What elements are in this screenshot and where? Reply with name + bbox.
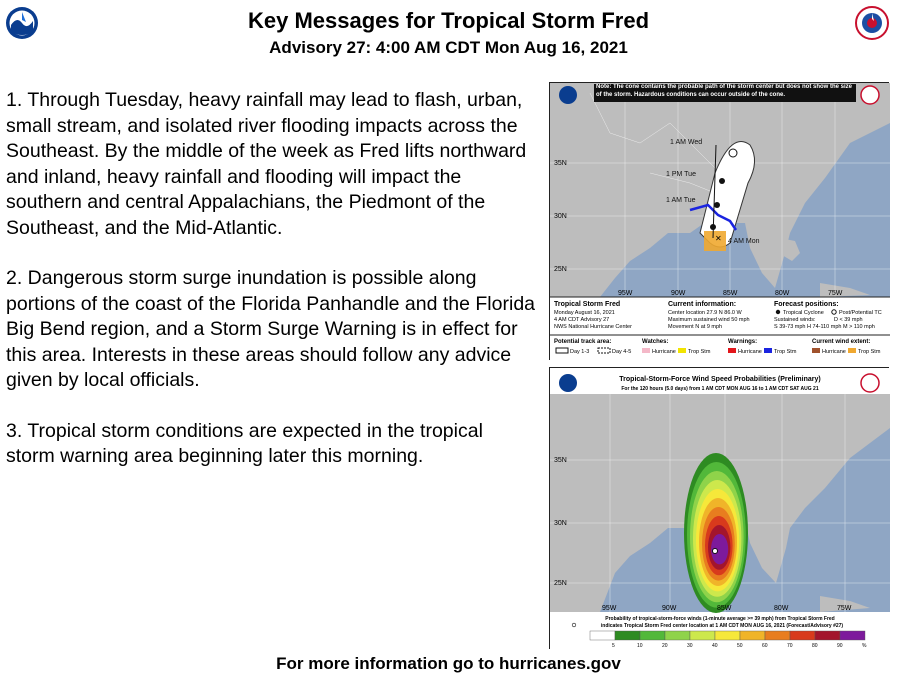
wind-map-subtitle: For the 120 hours (5.0 days) from 1 AM CDT MON AUG 16 to 1 AM CDT SAT AUG 21 xyxy=(621,386,819,392)
scale-label: 10 xyxy=(637,643,643,649)
track-label-3: 1 AM Tue xyxy=(666,197,696,204)
scale-swatch xyxy=(665,631,690,640)
wind-probability-map xyxy=(549,367,889,649)
center-location: Center location 27.9 N 86.0 W xyxy=(668,310,742,316)
noaa-small-icon xyxy=(559,374,577,392)
track-point xyxy=(710,224,716,230)
lon-label: 85W xyxy=(717,605,732,612)
storm-center-marker xyxy=(713,549,718,554)
key-message-3: 3. Tropical storm conditions are expected in the tropical storm warning area beginning later this morning. xyxy=(6,419,483,467)
watch-ts: Trop Stm xyxy=(688,349,711,355)
warnings-title: Warnings: xyxy=(728,339,758,345)
max-wind: Maximum sustained wind 50 mph xyxy=(668,317,750,323)
track-point xyxy=(729,149,737,157)
wind-extent-title: Current wind extent: xyxy=(812,339,871,345)
scale-label: 40 xyxy=(712,643,718,649)
scale-swatch xyxy=(715,631,740,640)
track-label-4: 4 AM Mon xyxy=(728,238,760,245)
scale-swatch xyxy=(590,631,615,640)
key-message-1: 1. Through Tuesday, heavy rainfall may lead to flash, urban, small stream, and isolated river flooding impacts across the Southeast. By the middle of the week as Fred lifts northward and inland, heavy rainfall and flooding will impact the southern and central Appalachians, the Piedmont of the Southeast, and the Mid-Atlantic. xyxy=(6,89,527,239)
advisory-number: 4 AM CDT Advisory 27 xyxy=(554,317,610,323)
issuing-office: NWS National Hurricane Center xyxy=(554,324,632,330)
cone-forecast-map xyxy=(549,82,889,360)
wind-footnote-1: Probability of tropical-storm-force winds (1-minute average >= 39 mph) from Tropical Storm Fred xyxy=(605,616,835,622)
advisory-subtitle: Advisory 27: 4:00 AM CDT Mon Aug 16, 2021 xyxy=(269,38,628,57)
scale-swatch xyxy=(690,631,715,640)
lon-label: 90W xyxy=(671,290,686,297)
noaa-small-icon xyxy=(559,86,577,104)
track-point xyxy=(714,202,720,208)
lat-label: 35N xyxy=(554,457,567,464)
track-label-2: 1 PM Tue xyxy=(666,171,696,178)
warning-hurricane: Hurricane xyxy=(738,349,762,355)
scale-swatch xyxy=(765,631,790,640)
key-message-2: 2. Dangerous storm surge inundation is possible along portions of the coast of the Florida Panhandle and the Florida Big Bend region, and a Storm Surge Warning is in effect for this area. Interests in these areas should follow any advice given by local officials. xyxy=(6,267,536,391)
track-point xyxy=(719,178,725,184)
watch-hurricane: Hurricane xyxy=(652,349,676,355)
sustained-winds-scale: S 39-73 mph H 74-110 mph M > 110 mph xyxy=(774,324,875,330)
key-messages xyxy=(6,88,536,495)
extent-hurricane: Hurricane xyxy=(822,349,846,355)
issue-date: Monday August 16, 2021 xyxy=(554,310,615,316)
scale-label: % xyxy=(862,643,867,649)
scale-label: 20 xyxy=(662,643,668,649)
current-info-title: Current information: xyxy=(668,301,737,308)
lat-label: 35N xyxy=(554,160,567,167)
lat-label: 25N xyxy=(554,580,567,587)
track-day13: Day 1-3 xyxy=(570,349,590,355)
watches-title: Watches: xyxy=(642,339,669,345)
legend-tc: Tropical Cyclone xyxy=(783,310,824,316)
sustained-winds-label: Sustained winds: xyxy=(774,317,816,323)
nws-small-icon xyxy=(861,86,879,104)
page-title: Key Messages for Tropical Storm Fred xyxy=(247,8,650,33)
scale-label: 50 xyxy=(737,643,743,649)
sustained-winds-d: D < 39 mph xyxy=(834,317,863,323)
lon-label: 75W xyxy=(837,605,852,612)
lon-label: 90W xyxy=(662,605,677,612)
lat-label: 30N xyxy=(554,520,567,527)
scale-swatch xyxy=(615,631,640,640)
lon-label: 95W xyxy=(618,290,633,297)
lon-label: 75W xyxy=(828,290,843,297)
lon-label: 85W xyxy=(723,290,738,297)
lon-label: 80W xyxy=(775,290,790,297)
scale-swatch xyxy=(815,631,840,640)
current-position-marker: ✕ xyxy=(715,234,722,243)
scale-label: 70 xyxy=(787,643,793,649)
footer-link[interactable]: For more information go to hurricanes.gov xyxy=(276,654,621,673)
wind-footnote-2: indicates Tropical Storm Fred center location at 1 AM CDT MON AUG 16, 2021 (Forecast/Advisory #27) xyxy=(600,623,844,629)
scale-swatch xyxy=(840,631,865,640)
nws-small-icon xyxy=(861,374,879,392)
scale-label: 80 xyxy=(812,643,818,649)
lon-label: 80W xyxy=(774,605,789,612)
scale-label: 30 xyxy=(687,643,693,649)
wind-map-title: Tropical-Storm-Force Wind Speed Probabilities (Preliminary) xyxy=(619,376,821,383)
scale-label: 90 xyxy=(837,643,843,649)
cone-note: Note: The cone contains the probable path of the storm center but does not show the size of the storm. Hazardous conditions can occur outside of the cone. xyxy=(596,84,853,98)
movement: Movement N at 9 mph xyxy=(668,324,723,330)
probability-contours xyxy=(684,453,748,613)
track-day45: Day 4-5 xyxy=(612,349,632,355)
legend-post-tc: Post/Potential TC xyxy=(839,310,882,316)
lon-label: 95W xyxy=(602,605,617,612)
storm-name: Tropical Storm Fred xyxy=(554,301,621,308)
lat-label: 25N xyxy=(554,266,567,273)
track-label-1: 1 AM Wed xyxy=(670,139,703,146)
scale-label: 5 xyxy=(612,643,615,649)
forecast-title: Forecast positions: xyxy=(774,301,839,308)
scale-swatch xyxy=(790,631,815,640)
lat-label: 30N xyxy=(554,213,567,220)
scale-swatch xyxy=(740,631,765,640)
extent-ts: Trop Stm xyxy=(858,349,881,355)
scale-swatch xyxy=(640,631,665,640)
scale-label: 60 xyxy=(762,643,768,649)
warning-ts: Trop Stm xyxy=(774,349,797,355)
track-area-title: Potential track area: xyxy=(554,339,612,345)
